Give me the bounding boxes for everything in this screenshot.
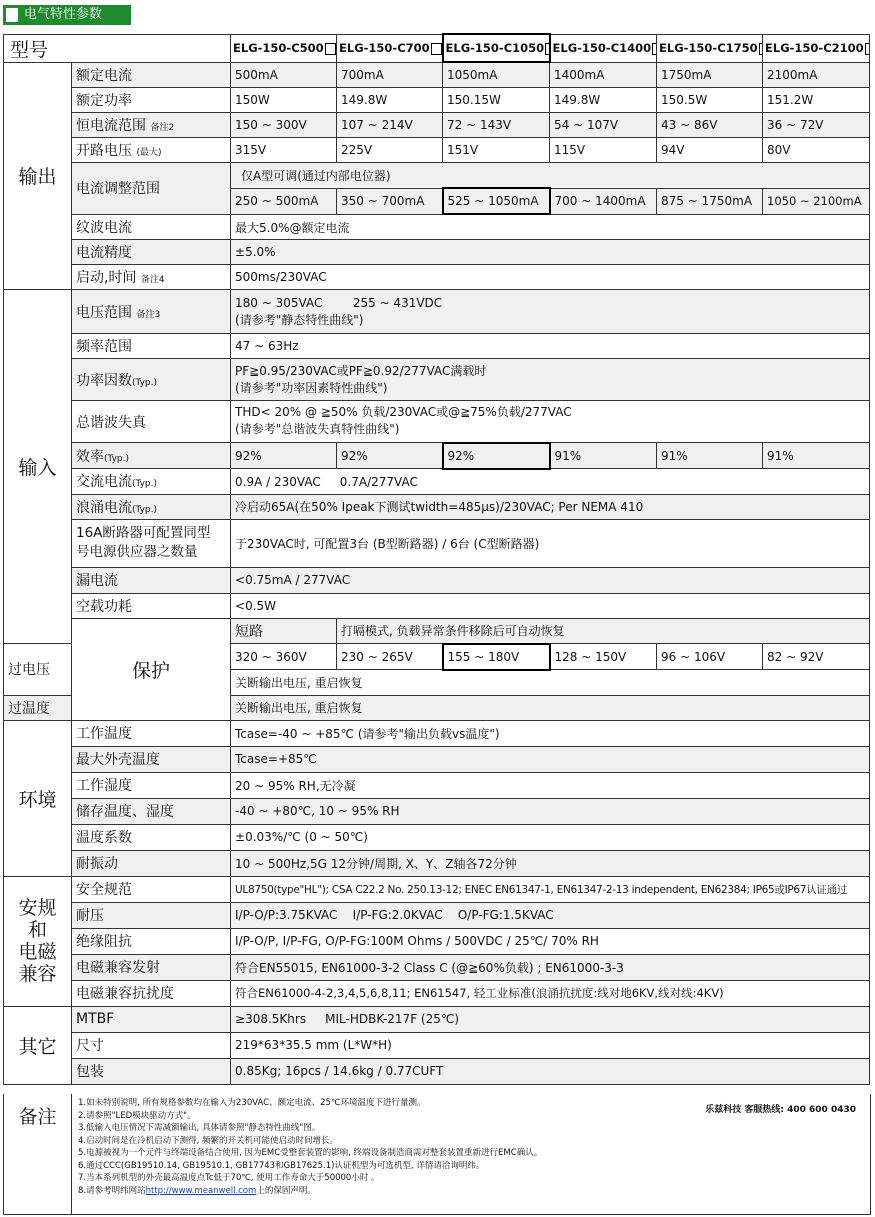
cell: 于230VAC时, 可配置3台 (B型断路器) / 6台 (C型断路器) [231,519,870,567]
row-label: 额定功率 [72,88,231,113]
cell: 115V [550,138,657,163]
cell: 230 ~ 265V [337,644,443,670]
title-square-icon [6,8,18,22]
cell: 1400mA [550,62,657,88]
cell: 700 ~ 1400mA [550,188,657,214]
cell: 150.15W [443,88,550,113]
cell: 20 ~ 95% RH,无冷凝 [231,772,870,798]
row-label: 恒电流范围 备注2 [72,113,231,138]
row-label: 电压范围 备注3 [72,290,231,334]
cell: 250 ~ 500mA [231,188,337,214]
row-label: 开路电压 (最大) [72,138,231,163]
cell: 225V [337,138,443,163]
cell: ±0.03%/℃ (0 ~ 50℃) [231,824,870,850]
row-label: 电磁兼容抗扰度 [72,980,231,1006]
row-label: 尺寸 [72,1032,231,1058]
cell: 875 ~ 1750mA [657,188,763,214]
remark-line: 7.当本系列机型的外壳最高温度点Tc低于70℃, 使用工作寿命大于50000小时 。 [78,1173,380,1183]
row-label: 最大外壳温度 [72,746,231,772]
cell: 94V [657,138,763,163]
remark-line: 3.低输入电压情况下需减额输出, 具体请参照"静态特性曲线"图。 [78,1123,321,1133]
remark-line: 1.如未特别说明, 所有规格参数均在输入为230VAC、额定电流、25℃环境温度下进行量测。 [78,1098,426,1108]
cell: 92% [337,443,443,469]
cell: Tcase=+85℃ [231,746,870,772]
model-4: ELG-150-C1750 [657,34,763,62]
remark-line: 5.电源被视为一个元件与终端设备结合使用, 因为EMC受整套装置的影响, 终端设备制造商需对整套装置重新进行EMC确认。 [78,1148,543,1158]
cell: 128 ~ 150V [550,644,657,670]
remark-lines [78,1097,678,1197]
cell: 最大5.0%@额定电流 [231,214,870,240]
cell: 72 ~ 143V [443,113,550,138]
spec-table [3,33,870,1085]
cell: PF≧0.95/230VAC或PF≧0.92/277VAC满载时 (请参考"功率因素特性曲线") [231,359,870,401]
cell: 107 ~ 214V [337,113,443,138]
cell: 符合EN55015, EN61000-3-2 Class C (@≧60%负载) ; EN61000-3-3 [231,954,870,980]
row-label: 电流精度 [72,240,231,265]
cell: ±5.0% [231,240,870,265]
cell: 149.8W [550,88,657,113]
cell: THD< 20% @ ≧50% 负载/230VAC或@≧75%负载/277VAC (请参考"总谐波失真特性曲线") [231,401,870,443]
cell: 525 ~ 1050mA [443,188,550,214]
cell: 2100mA [763,62,870,88]
row-label: 额定电流 [72,62,231,88]
row-label: 空载功耗 [72,593,231,618]
cell: 151V [443,138,550,163]
row-label: 工作温度 [72,720,231,746]
model-3: ELG-150-C1400 [550,34,657,62]
row-label: 耐压 [72,902,231,928]
cell: 320 ~ 360V [231,644,337,670]
cell: 关断输出电压, 重启恢复 [231,695,870,720]
model-5: ELG-150-C2100 [763,34,870,62]
hotline: 乐兹科技 客服热线: 400 600 0430 [705,1105,856,1115]
row-label: MTBF [72,1006,231,1032]
cell: 符合EN61000-4-2,3,4,5,6,8,11; EN61547, 轻工业标准(浪涌抗扰度:线对地6KV,线对线:4KV) [231,980,870,1006]
cell: Tcase=-40 ~ +85℃ (请参考"输出负载vs温度") [231,720,870,746]
row-label: 过电压 [4,644,72,696]
row-label: 启动,时间 备注4 [72,265,231,290]
cat-safety: 安规 和 电磁 兼容 [4,876,72,1006]
row-label: 包装 [72,1058,231,1084]
model-label: 型号 [4,34,231,62]
checkbox-icon [759,43,763,55]
cell: 700mA [337,62,443,88]
cell: 0.85Kg; 16pcs / 14.6kg / 0.77CUFT [231,1058,870,1084]
row-label: 安全规范 [72,876,231,902]
cat-protect: 保护 [72,618,231,720]
row-label: 储存温度、湿度 [72,798,231,824]
cell: 80V [763,138,870,163]
cell: 91% [550,443,657,469]
cell: 180 ~ 305VAC 255 ~ 431VDC (请参考"静态特性曲线") [231,290,870,334]
row-label: 耐振动 [72,850,231,876]
cell: 91% [763,443,870,469]
remarks-box [3,1094,871,1215]
cell: 打嗝模式, 负载异常条件移除后可自动恢复 [337,618,870,644]
model-2: ELG-150-C1050 [443,34,550,62]
row-label: 功率因数(Typ.) [72,359,231,401]
cell: 350 ~ 700mA [337,188,443,214]
row-label: 电流调整范围 [72,163,231,215]
cell: UL8750(type"HL"); CSA C22.2 No. 250.13-12; ENEC EN61347-1, EN61347-2-13 independent, EN62384; IP65或IP67认证通过 [231,876,870,902]
row-label: 短路 [231,618,337,644]
row-label: 绝缘阻抗 [72,928,231,954]
cell: -40 ~ +80℃, 10 ~ 95% RH [231,798,870,824]
cell: 155 ~ 180V [443,644,550,670]
cat-other: 其它 [4,1006,72,1084]
cell: 36 ~ 72V [763,113,870,138]
cell: 关断输出电压, 重启恢复 [231,670,870,696]
cell: 1750mA [657,62,763,88]
cell: 54 ~ 107V [550,113,657,138]
cell: <0.75mA / 277VAC [231,567,870,593]
row-label: 漏电流 [72,567,231,593]
cat-output: 输出 [4,62,72,290]
row-label: 总谐波失真 [72,401,231,443]
row-label: 温度系数 [72,824,231,850]
row-label: 频率范围 [72,334,231,359]
meanwell-link[interactable]: http://www.meanwell.com [145,1185,257,1196]
remark-line: 2.请参照"LED模块驱动方式"。 [78,1110,196,1121]
cell: I/P-O/P:3.75KVAC I/P-FG:2.0KVAC O/P-FG:1.5KVAC [231,902,870,928]
cell: 10 ~ 500Hz,5G 12分钟/周期, X、Y、Z轴各72分钟 [231,850,870,876]
remark-line: 8.请参考明纬网站http://www.meanwell.com上的保固声明。 [78,1185,316,1196]
section-title [3,5,131,25]
remark-line: 6.通过CCC(GB19510.14, GB19510.1, GB17743和GB17625.1)认证机型为可选机型, 详情请洽询明纬。 [78,1160,485,1171]
cell: 150W [231,88,337,113]
cell: 1050 ~ 2100mA [763,188,870,214]
row-label: 16A断路器可配置同型 号电源供应器之数量 [72,519,231,567]
row-label: 电磁兼容发射 [72,954,231,980]
cell: 47 ~ 63Hz [231,334,870,359]
cell: 82 ~ 92V [763,644,870,670]
row-label: 工作湿度 [72,772,231,798]
cell: 92% [443,443,550,469]
row-label: 浪涌电流(Typ.) [72,494,231,519]
cell: 219*63*35.5 mm (L*W*H) [231,1032,870,1058]
cell: 1050mA [443,62,550,88]
cell: ≥308.5Khrs MIL-HDBK-217F (25℃) [231,1006,870,1032]
cell: 150.5W [657,88,763,113]
cell: 150 ~ 300V [231,113,337,138]
checkbox-icon [431,43,442,55]
row-label: 纹波电流 [72,214,231,240]
cat-remark: 备注 [4,1094,72,1214]
remark-line: 4.启动时间是在冷机启动下测得, 频繁的开关机可能使启动时间增长。 [78,1135,339,1146]
row-label: 过温度 [4,695,72,720]
cell: I/P-O/P, I/P-FG, O/P-FG:100M Ohms / 500VDC / 25℃/ 70% RH [231,928,870,954]
checkbox-icon [865,43,870,55]
checkbox-icon [325,43,336,55]
cell: 91% [657,443,763,469]
cell: 500ms/230VAC [231,265,870,290]
model-1: ELG-150-C700 [337,34,443,62]
cell: 149.8W [337,88,443,113]
cell: 151.2W [763,88,870,113]
cell: 500mA [231,62,337,88]
section-title-text: 电气特性参数 [24,7,103,22]
cell: 0.9A / 230VAC 0.7A/277VAC [231,469,870,495]
cell: 96 ~ 106V [657,644,763,670]
adj-desc: 仅A型可调(通过内部电位器) [231,163,870,189]
cell: <0.5W [231,593,870,618]
cell: 冷启动65A(在50% Ipeak下测试twidth=485μs)/230VAC; Per NEMA 410 [231,494,870,519]
cell: 92% [231,443,337,469]
row-label: 效率(Typ.) [72,443,231,469]
cell: 315V [231,138,337,163]
model-0: ELG-150-C500 [231,34,337,62]
cat-env: 环境 [4,720,72,876]
row-label: 交流电流(Typ.) [72,469,231,495]
cat-input: 输入 [4,290,72,644]
cell: 43 ~ 86V [657,113,763,138]
checkbox-icon [652,43,656,55]
